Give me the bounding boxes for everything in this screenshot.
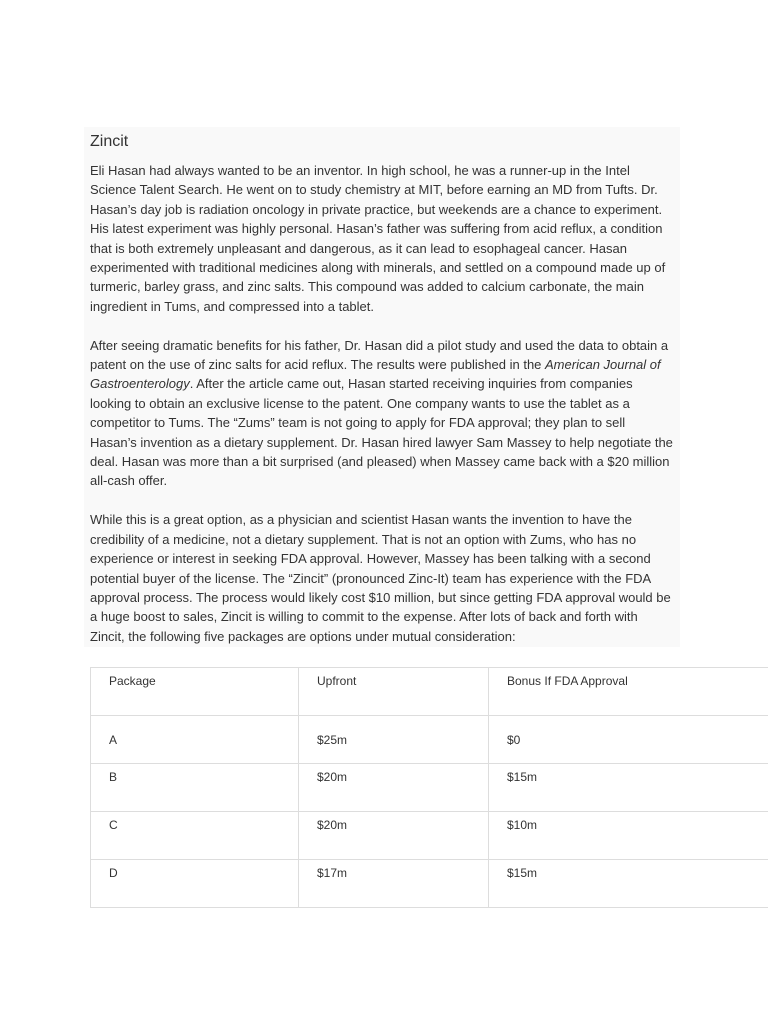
table-row [91, 812, 768, 860]
paragraph-2-part-1: After seeing dramatic benefits for his father, Dr. Hasan did a pilot study and used the data to obtain a patent on the use of zinc salts for acid reflux. The results were published in the [90, 337, 669, 373]
table-row [91, 764, 768, 812]
cell-bonus: $15m [489, 764, 768, 812]
journal-name: American Journal of Gastroenterology [90, 357, 661, 392]
paragraph-2 [90, 336, 674, 491]
cell-bonus: $10m [489, 812, 768, 860]
paragraph-3: While this is a great option, as a physician and scientist Hasan wants the invention to have the credibility of a medicine, not a dietary supplement. That is not an option with Zums, who has no experience or interest in seeking FDA approval. However, Massey has been talking with a second potential buyer of the license. The “Zincit” (pronounced Zinc-It) team has experience with the FDA approval process. The process would likely cost $10 million, but since getting FDA approval would be a huge boost to sales, Zincit is willing to commit to the expense. After lots of back and forth with Zincit, the following five packages are options under mutual consideration: [90, 512, 671, 644]
cell-package: B [91, 764, 299, 812]
paragraph-1: Eli Hasan had always wanted to be an inventor. In high school, he was a runner-up in the Intel Science Talent Search. He went on to study chemistry at MIT, before earning an MD from Tufts. Dr. Hasan’s day job is radiation oncology in private practice, but weekends are a chance to experiment. His latest experiment was highly personal. Hasan’s father was suffering from acid reflux, a condition that is both extremely unpleasant and dangerous, as it can lead to esophageal cancer. Hasan experimented with traditional medicines along with minerals, and settled on a compound made up of turmeric, barley grass, and zinc salts. This compound was added to calcium carbonate, the main ingredient in Tums, and compressed into a tablet. [90, 163, 666, 314]
packages-table [90, 667, 768, 908]
cell-package: A [91, 716, 299, 764]
article-body [84, 127, 680, 647]
cell-package: D [91, 860, 299, 908]
cell-package: C [91, 812, 299, 860]
cell-bonus: $0 [489, 716, 768, 764]
cell-upfront: $20m [299, 812, 489, 860]
table-row [91, 716, 768, 764]
cell-upfront: $20m [299, 764, 489, 812]
header-bonus: Bonus If FDA Approval [489, 668, 768, 716]
cell-upfront: $25m [299, 716, 489, 764]
cell-upfront: $17m [299, 860, 489, 908]
packages-table-container [90, 667, 768, 908]
header-upfront: Upfront [299, 668, 489, 716]
header-package: Package [91, 668, 299, 716]
cell-bonus: $15m [489, 860, 768, 908]
table-row [91, 860, 768, 908]
paragraph-2-part-2: . After the article came out, Hasan started receiving inquiries from companies looking to obtain an exclusive license to the patent. One company wants to use the tablet as a competitor to Tums. The “Zums” team is not going to apply for FDA approval; they plan to sell Hasan’s invention as a dietary supplement. Dr. Hasan hired lawyer Sam Massey to help negotiate the deal. Hasan was more than a bit surprised (and pleased) when Massey came back with a $20 million all-cash offer. [90, 376, 673, 489]
table-header-row [91, 668, 768, 716]
document-title: Zincit [90, 133, 129, 150]
